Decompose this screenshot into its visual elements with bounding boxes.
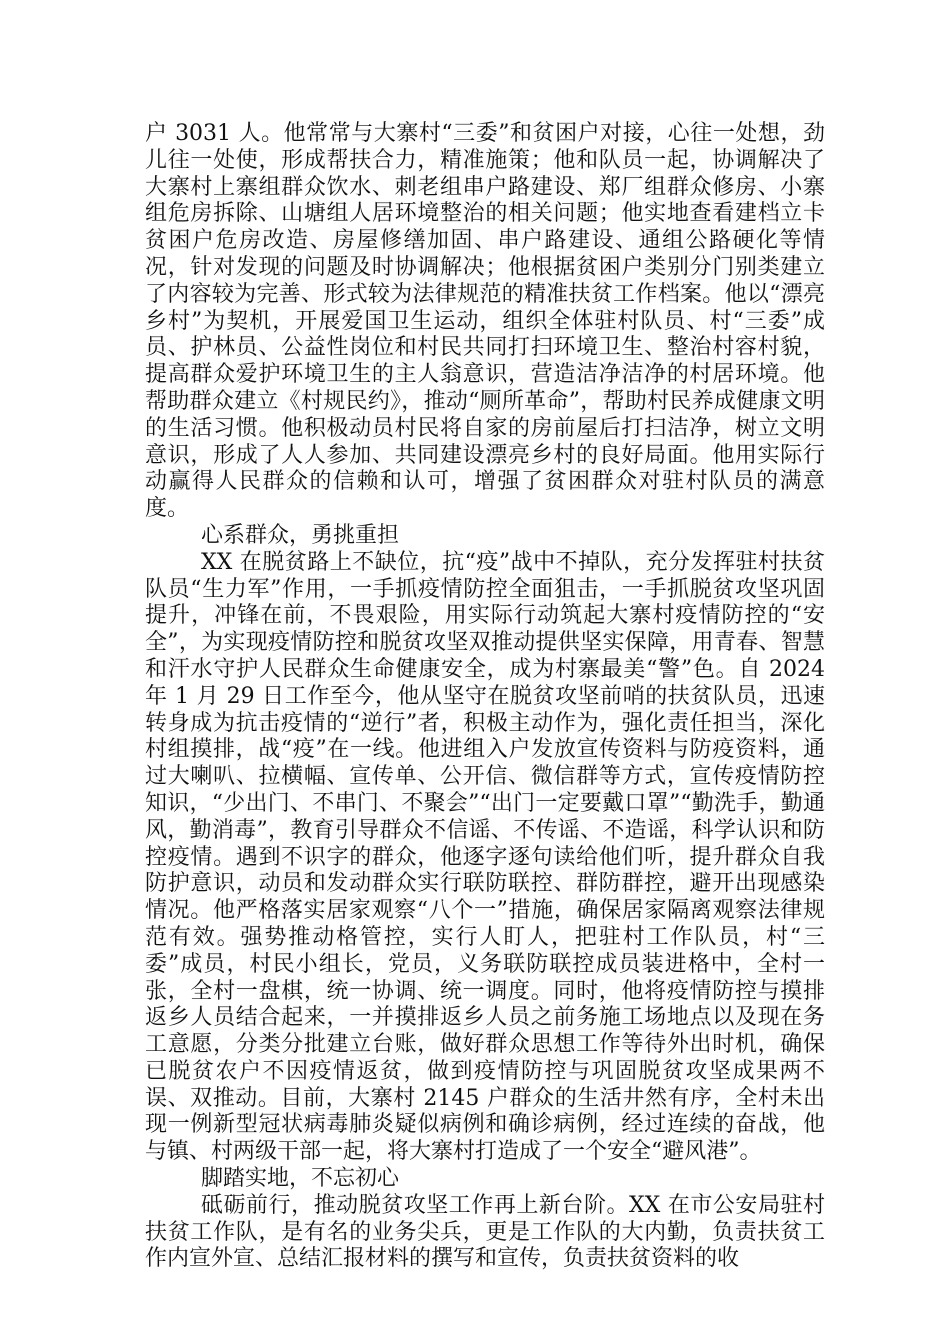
paragraph-continued: 户 3031 人。他常常与大寨村“三委”和贫困户对接，心往一处想，劲儿往一处使，形成帮扶合力，精准施策；他和队员一起，协调解决了大寨村上寨组群众饮水、刺老组串户路建设、郑厂组群众修房、小寨组危房拆除、山塘组人居环境整治的相关问题；他实地查看建档立卡贫困户危房改造、房屋修缮加固、串户路建设、通组公路硬化等情况，针对发现的问题及时协调解决；他根据贫困户类别分门别类建立了内容较为完善、形式较为法律规范的精准扶贫工作档案。他以“漂亮乡村”为契机，开展爱国卫生运动，组织全体驻村队员、村“三委”成员、护林员、公益性岗位和村民共同打扫环境卫生、整治村容村貌，提高群众爱护环境卫生的主人翁意识，营造洁净洁净的村居环境。他帮助群众建立《村规民约》，推动“厕所革命”，帮助村民养成健康文明的生活习惯。他积极动员村民将自家的房前屋后打扫洁净，树立文明意识，形成了人人参加、共同建设漂亮乡村的良好局面。他用实际行动赢得人民群众的信赖和认可，增强了贫困群众对驻村队员的满意度。 <box>145 121 825 522</box>
document-body <box>145 121 825 1273</box>
paragraph-epidemic-prevention: XX 在脱贫路上不缺位，抗“疫”战中不掉队，充分发挥驻村扶贫队员“生力军”作用，一手抓疫情防控全面狙击，一手抓脱贫攻坚巩固提升，冲锋在前，不畏艰险，用实际行动筑起大寨村疫情防控的“安全”，为实现疫情防控和脱贫攻坚双推动提供坚实保障，用青春、智慧和汗水守护人民群众生命健康安全，成为村寨最美“警”色。自 2024 年 1 月 29 日工作至今，他从坚守在脱贫攻坚前哨的扶贫队员，迅速转身成为抗击疫情的“逆行”者，积极主动作为，强化责任担当，深化村组摸排，战“疫”在一线。他进组入户发放宣传资料与防疫资料，通过大喇叭、拉横幅、宣传单、公开信、微信群等方式，宣传疫情防控知识，“少出门、不串门、不聚会”“出门一定要戴口罩”“勤洗手，勤通风，勤消毒”，教育引导群众不信谣、不传谣、不造谣，科学认识和防控疫情。遇到不识字的群众，他逐字逐句读给他们听，提升群众自我防护意识，动员和发动群众实行联防联控、群防群控，避开出现感染情况。他严格落实居家观察“八个一”措施，确保居家隔离观察法律规范有效。强势推动格管控，实行人盯人，把驻村工作队员，村“三委”成员，村民小组长，党员，义务联防联控成员装进格中，全村一张，全村一盘棋，统一协调、统一调度。同时，他将疫情防控与摸排返乡人员结合起来，一并摸排返乡人员之前务施工场地点以及现在务工意愿，分类分批建立台账，做好群众思想工作等待外出时机，确保已脱贫农户不因疫情返贫，做到疫情防控与巩固脱贫攻坚成果两不误、双推动。目前，大寨村 2145 户群众的生活井然有序，全村未出现一例新型冠状病毒肺炎疑似病例和确诊病例，经过连续的奋战，他与镇、村两级干部一起，将大寨村打造成了一个安全“避风港”。 <box>145 549 825 1165</box>
paragraph-poverty-alleviation-work: 砥砺前行，推动脱贫攻坚工作再上新台阶。XX 在市公安局驻村扶贫工作队，是有名的业务尖兵，更是工作队的大内勤，负责扶贫工作内宣外宣、总结汇报材料的撰写和宣传，负责扶贫资料的收 <box>145 1192 825 1272</box>
section-heading-down-to-earth: 脚踏实地，不忘初心 <box>201 1166 400 1192</box>
section-heading-care-for-masses: 心系群众，勇挑重担 <box>201 522 400 548</box>
